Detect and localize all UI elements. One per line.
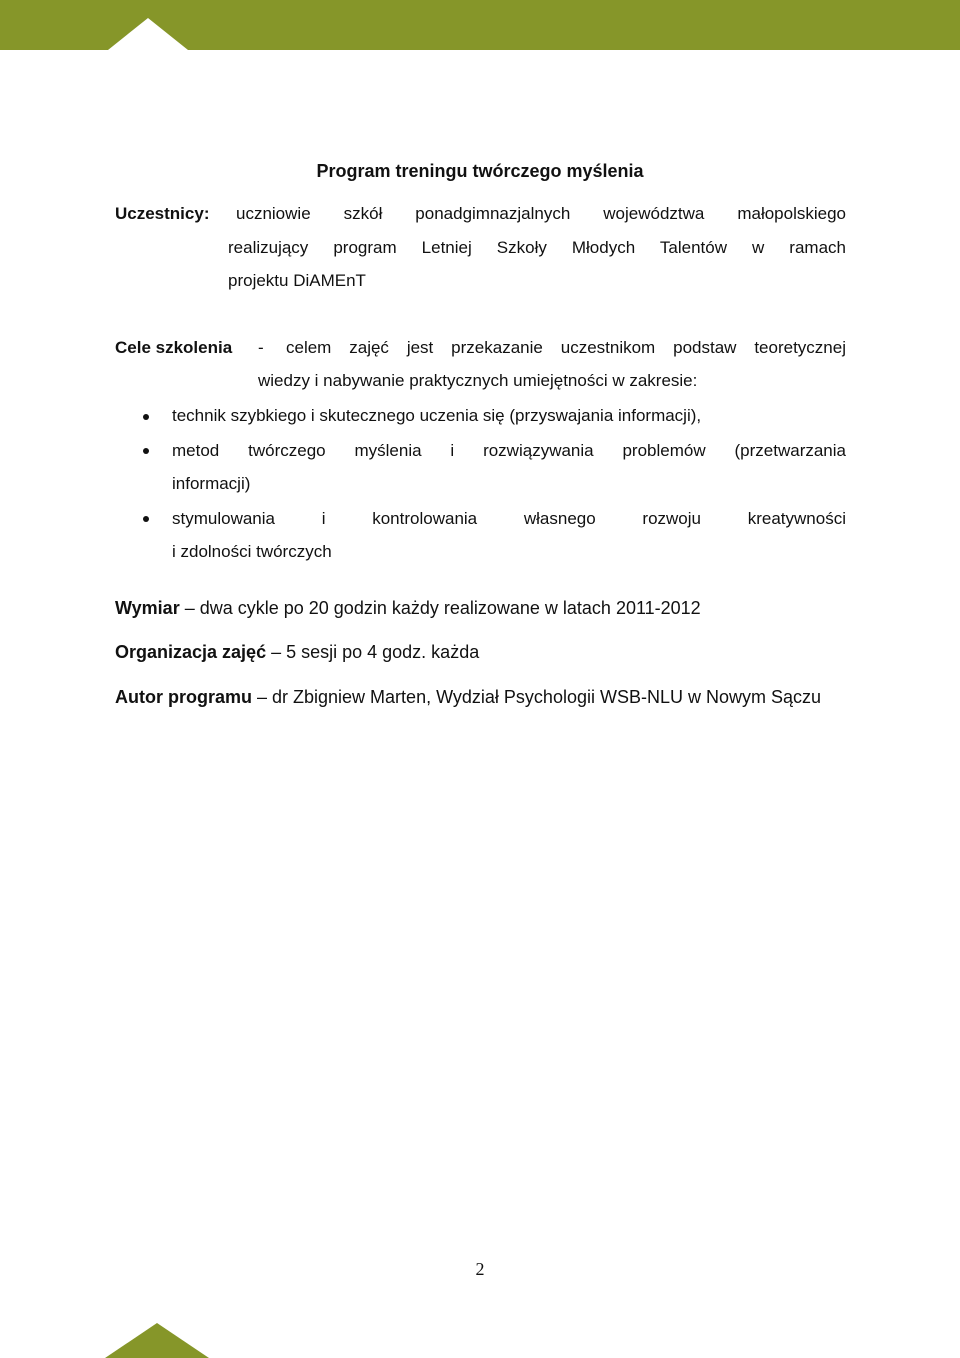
goals-line1: celem zajęć jest przekazanie uczestnikom podstaw teoretycznej [286, 338, 846, 357]
bullet-2-line1-wrap [172, 434, 846, 468]
bullet-3-line1: stymulowania i kontrolowania własnego rozwoju kreatywności [172, 509, 846, 528]
scope-label: Wymiar [115, 598, 180, 618]
participants-line2: realizujący program Letniej Szkoły Młodych Talentów w ramach [228, 238, 846, 257]
footer-triangle-decoration [105, 1323, 209, 1358]
page-number: 2 [475, 1259, 485, 1279]
goals-line2: wiedzy i nabywanie praktycznych umiejętności w zakresie: [258, 371, 698, 390]
organization-text: – 5 sesji po 4 godz. każda [266, 642, 480, 662]
scope-text: – dwa cykle po 20 godzin każdy realizowane w latach 2011-2012 [179, 598, 701, 618]
bullet-1-line1: technik szybkiego i skutecznego uczenia się (przyswajania informacji), [172, 406, 702, 425]
document-title: Program treningu twórczego myślenia [316, 161, 644, 181]
participants-line1-wrap [236, 197, 846, 231]
goals-label: Cele szkolenia [115, 338, 233, 357]
participants-label: Uczestnicy: [115, 204, 210, 223]
bullet-2-line1: metod twórczego myślenia i rozwiązywania problemów (przetwarzania [172, 441, 846, 460]
bullet-2-line2: informacji) [172, 474, 251, 493]
author-text: – dr Zbigniew Marten, Wydział Psychologii WSB-NLU w Nowym Sączu [252, 687, 822, 707]
bullet-icon [143, 414, 149, 420]
bullet-3-line2: i zdolności twórczych [172, 542, 332, 561]
participants-line2-wrap [228, 231, 846, 265]
bullet-3-line1-wrap [172, 502, 846, 536]
header-notch-decoration [108, 18, 188, 50]
organization-line [115, 641, 479, 663]
author-label: Autor programu [115, 687, 252, 707]
goals-dash: - [258, 338, 264, 357]
scope-line [115, 597, 701, 619]
participants-line1: uczniowie szkół ponadgimnazjalnych województwa małopolskiego [236, 204, 846, 223]
goals-line1-wrap [286, 331, 846, 365]
bullet-icon [143, 516, 149, 522]
participants-line3: projektu DiAMEnT [228, 271, 366, 290]
author-paragraph [115, 686, 827, 708]
bullet-icon [143, 448, 149, 454]
organization-label: Organizacja zajęć [115, 642, 267, 662]
